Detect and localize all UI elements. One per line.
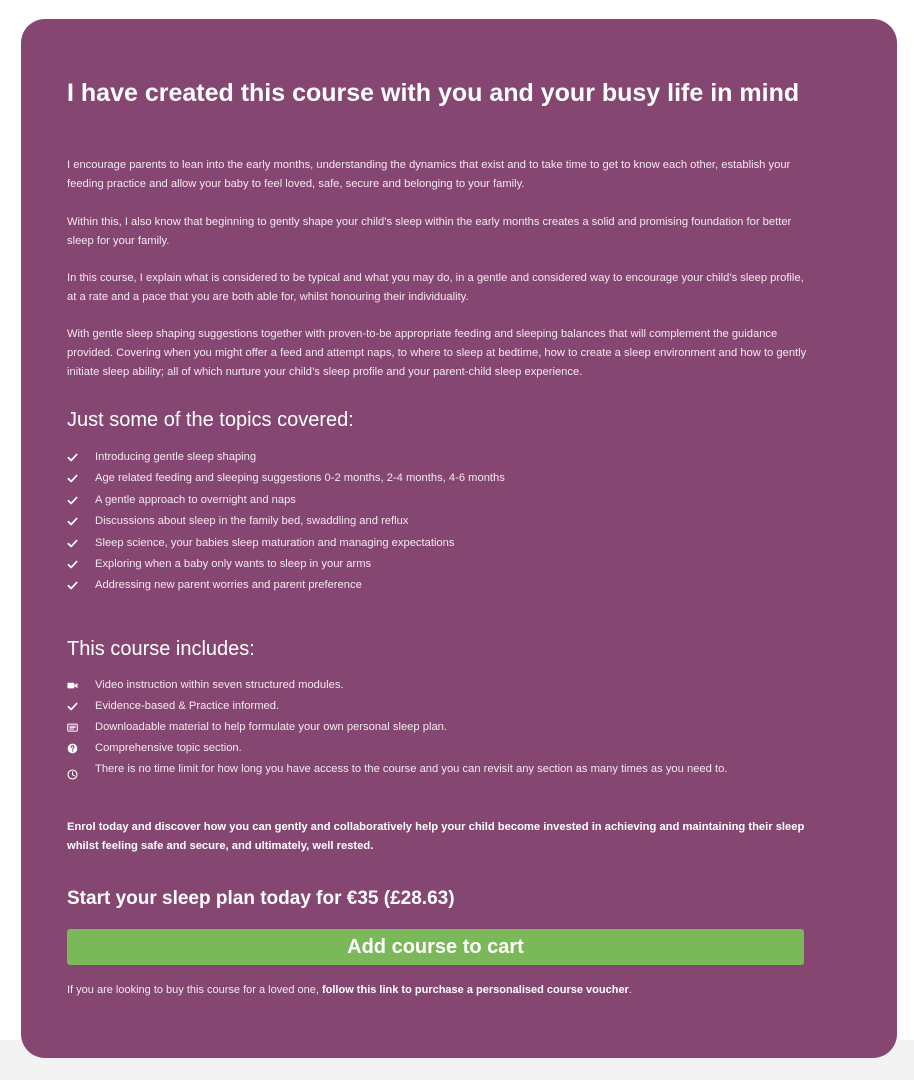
intro-paragraph-4: With gentle sleep shaping suggestions together with proven-to-be appropriate feeding and sleeping balances that will complement the guidance provided. Covering when you might offer a feed and attempt naps, to where to sleep at bedtime, how to create a sleep environment and how to gently initiate sleep ability; all of which nurture your child’s sleep profile and your parent-child sleep experience. [67,328,807,378]
topic-item [67,575,811,596]
clock-icon [67,769,78,780]
voucher-prefix: If you are looking to buy this course for a loved one, [67,984,322,996]
intro-paragraph-2: Within this, I also know that beginning to gently shape your child’s sleep within the early months creates a solid and promising foundation for better sleep for your family. [67,216,792,247]
voucher-text [67,982,811,999]
topics-list [67,447,811,597]
topic-label: Exploring when a baby only wants to sleep in your arms [95,558,372,571]
document-icon [67,722,78,733]
check-icon [67,559,78,570]
check-icon [67,701,78,712]
question-circle-icon [67,743,78,754]
intro-paragraph-1: I encourage parents to lean into the early months, understanding the dynamics that exist and to take time to get to know each other, establish your feeding practice and allow your baby to feel loved, safe, secure and belonging to your family. [67,159,791,190]
topic-label: Discussions about sleep in the family bed, swaddling and reflux [95,515,409,528]
voucher-suffix: . [628,984,632,996]
include-item [67,696,811,717]
add-to-cart-button[interactable]: Add course to cart [67,929,804,965]
topic-label: Introducing gentle sleep shaping [95,451,257,463]
include-label: Video instruction within seven structured modules. [95,679,344,691]
include-label: Evidence-based & Practice informed. [95,700,280,712]
enrol-cta-text: Enrol today and discover how you can gently and collaboratively help your child become invested in achieving and maintaining their sleep whilst feeling safe and secure, and ultimately, well rested. [67,821,805,852]
course-card [21,19,897,1058]
include-label: There is no time limit for how long you have access to the course and you can revisit any section as many times as you need to. [95,763,728,775]
includes-list [67,675,811,780]
course-title: I have created this course with you and your busy life in mind [67,79,800,107]
topic-label: Sleep science, your babies sleep maturation and managing expectations [95,536,455,549]
topics-heading: Just some of the topics covered: [67,409,354,431]
topic-item [67,511,811,532]
check-icon [67,580,78,591]
topic-label: Age related feeding and sleeping suggestions 0-2 months, 2-4 months, 4-6 months [95,472,505,485]
include-item [67,759,811,780]
topic-label: Addressing new parent worries and parent preference [95,579,362,592]
voucher-link[interactable]: follow this link to purchase a personalised course voucher [321,984,629,996]
include-item [67,675,811,696]
price-heading: Start your sleep plan today for €35 (£28.63) [67,888,455,909]
include-item [67,738,811,759]
intro-paragraph-3: In this course, I explain what is considered to be typical and what you may do, in a gentle and considered way to encourage your child’s sleep profile, at a rate and a pace that you are both able for, whilst honouring their individuality. [67,272,804,303]
topic-item [67,554,811,575]
include-label: Downloadable material to help formulate your own personal sleep plan. [95,721,447,733]
topic-item [67,490,811,511]
check-icon [67,473,78,484]
topic-item [67,447,811,468]
video-camera-icon [67,680,78,691]
topic-label: A gentle approach to overnight and naps [95,493,296,506]
check-icon [67,516,78,527]
check-icon [67,538,78,549]
includes-heading: This course includes: [67,638,255,660]
include-item [67,717,811,738]
check-icon [67,452,78,463]
topic-item [67,468,811,489]
check-icon [67,495,78,506]
include-label: Comprehensive topic section. [95,742,242,754]
topic-item [67,533,811,554]
